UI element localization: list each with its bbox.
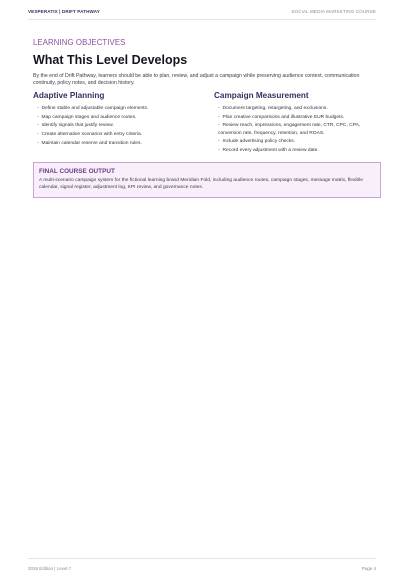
list-item-text: Document targeting, retargeting, and exclusions. bbox=[222, 106, 328, 112]
section-eyebrow: LEARNING OBJECTIVES bbox=[33, 38, 126, 47]
list-item-text: Record every adjustment with a review date. bbox=[222, 147, 319, 153]
page-title: What This Level Develops bbox=[33, 53, 188, 67]
list-item: - Maintain calendar reserve and transition rules. bbox=[37, 140, 142, 146]
objectives-columns bbox=[33, 91, 380, 156]
objective-list bbox=[214, 105, 380, 154]
list-item: - Define stable and adjustable campaign elements. bbox=[37, 106, 149, 112]
course-name: SOCIAL MEDIA MARKETING COURSE bbox=[291, 9, 376, 14]
list-item-text: Map campaign stages and audience routes. bbox=[41, 114, 137, 120]
edition-label: 2026 Edition | Level 7 bbox=[28, 566, 72, 571]
intro-paragraph: By the end of Drift Pathway, learners should be able to plan, review, and adjust a campaign while preserving audience context, communication continuity, policy notes, and decision history. bbox=[33, 73, 360, 87]
list-item-text: Include advertising policy checks. bbox=[222, 139, 296, 145]
brand-label: VESPERATIX | DRIFT PATHWAY bbox=[28, 9, 100, 14]
page-number: Page 4 bbox=[361, 566, 376, 571]
list-item-text: Plan creative comparisons and illustrative EUR budgets. bbox=[222, 114, 345, 120]
list-item: - Plan creative comparisons and illustrative EUR budgets. bbox=[218, 114, 345, 120]
callout-text: A multi-scenario campaign system for the fictional learning brand Meridian Fold, including audience routes, campaign stages, message matrix, flexible calendar, signal register, adjustment log, KPI review, and governance notes. bbox=[39, 177, 364, 190]
list-item: - Create alternative scenarios with entry criteria. bbox=[37, 132, 143, 138]
column-heading: Campaign Measurement bbox=[214, 91, 309, 101]
list-item-text: Define stable and adjustable campaign elements. bbox=[41, 106, 149, 112]
list-item: - Record every adjustment with a review date. bbox=[218, 147, 319, 153]
adaptive-planning-column bbox=[33, 91, 199, 156]
list-item: - Map campaign stages and audience routes. bbox=[37, 114, 137, 120]
list-item: - Identify signals that justify review. bbox=[37, 123, 114, 129]
page-header bbox=[28, 7, 376, 20]
list-item-text: Review reach, impressions, engagement rate, CTR, CPC, CPA, conversion rate, frequency, retention, and ROAS. bbox=[218, 123, 361, 136]
column-heading: Adaptive Planning bbox=[33, 91, 105, 101]
main-content bbox=[33, 38, 380, 198]
list-item-text: Identify signals that justify review. bbox=[41, 123, 114, 129]
callout-heading: FINAL COURSE OUTPUT bbox=[39, 167, 115, 175]
list-item: - Include advertising policy checks. bbox=[218, 139, 296, 145]
campaign-measurement-column bbox=[214, 91, 380, 156]
list-item-text: Maintain calendar reserve and transition rules. bbox=[41, 140, 142, 146]
list-item: - Document targeting, retargeting, and exclusions. bbox=[218, 106, 328, 112]
final-output-callout bbox=[33, 162, 381, 199]
list-item-text: Create alternative scenarios with entry criteria. bbox=[41, 132, 143, 138]
objective-list bbox=[33, 105, 199, 147]
list-item: - Review reach, impressions, engagement rate, CTR, CPC, CPA, conversion rate, frequency, retention, and ROAS. bbox=[218, 123, 361, 136]
page-footer bbox=[28, 558, 376, 571]
